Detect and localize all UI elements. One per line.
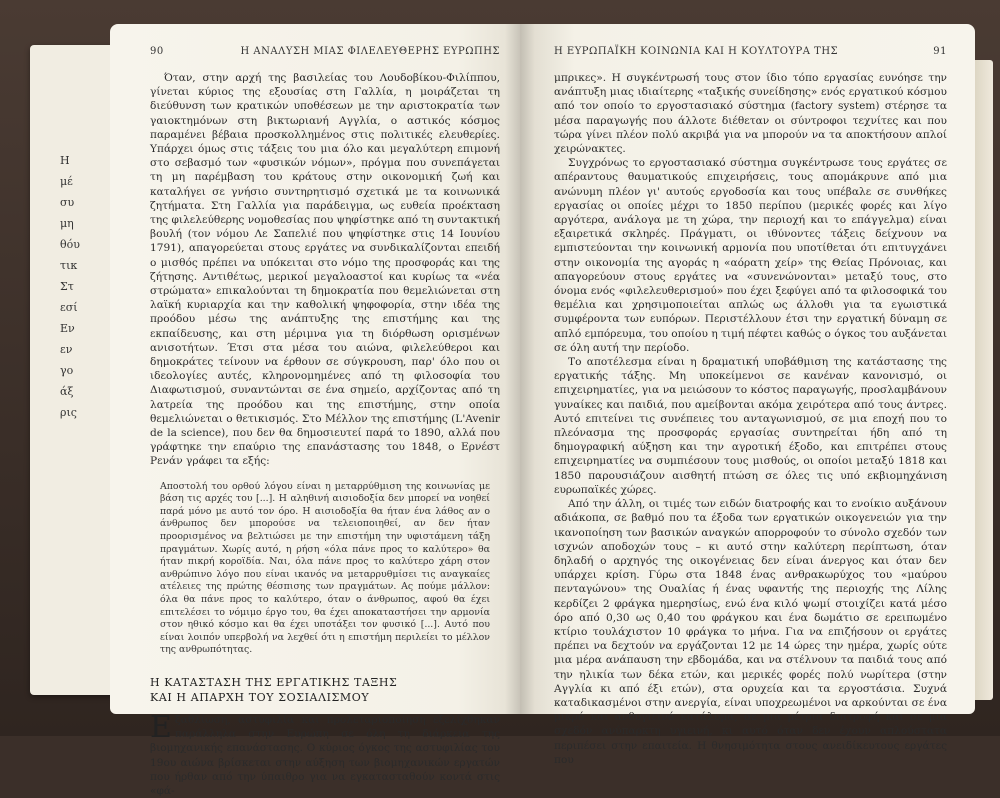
fragment: μη bbox=[60, 217, 74, 230]
paragraph: Από την άλλη, οι τιμές των ειδών διατροφής και το ενοίκιο αυξάνουν αδιάκοπα, σε βαθμό που τα έξοδα των εργατικών οικογενειών για την ικανοποίηση των βασικών αναγκών απορροφούν το σύνολο σχεδόν των ισχνών αποδοχών τους – κι αυτό στην καλύτερη περίπτωση, όταν δηλαδή ο αρχηγός της οικογένειας δεν είναι άνεργος και όταν δεν υπάρχει κρίση. Γύρω στα 1848 ένας ανθρακωρύχος του «μαύρου πενταγώνου» της Ουαλίας ή ένας υφαντής της περιοχής της Λίλης κερδίζει 2 φράγκα ημερησίως, ενώ ένα κιλό ψωμί στοιχίζει κατά μέσο όρο από 0,30 ως 0,40 του φράγκου και ένα δωμάτιο σε ερειπωμένο κτίριο τουλάχιστον 10 φράγκα το μήνα. Για να επιζήσουν οι εργάτες πρέπει να δεχτούν να εργάζονται 12 με 14 ώρες την ημέρα, χωρίς ούτε μια μέρα ανάπαυση την εβδομάδα, και να στέλνουν τα παιδιά τους από την ηλικία των δέκα ετών, και μερικές φορές πολύ νωρίτερα (στην Αγγλία κι από έξι ετών), στα ορυχεία και τα εργοστάσια. Συχνά καταδικασμένοι στην ανεργία, είναι υποχρεωμένοι να αρκούνται σε ένα μικρό και ανθυγιεινό κατάλυμα, σε μια μέτρια διατροφή και σε μια σχεδόν ανύπαρκτη υγιεινή, κι αυτό όταν δεν έχουν απλούστατα περιπέσει στην επαιτεία. Η θνησιμότητα στους ανειδίκευτους εργάτες που bbox=[554, 498, 947, 766]
fragment: συ bbox=[60, 196, 75, 209]
paragraph: ξαθλίωση, αστυφιλία και προλεταριοποίηση εξελίχθηκαν παράλληλα στην Ευρώπη σε όλη τη διάρκεια της βιομηχανικής επανάστασης. Ο κύριος όγκος της αστυφιλίας του 19ου αιώνα βρίσκεται στην αύξηση των βιομηχανικών εργατών που ήρθαν από την ύπαιθρο για να εγκατασταθούν κοντά στις «φά- bbox=[150, 714, 500, 798]
fragment: τικ bbox=[60, 259, 78, 272]
paragraph: Όταν, στην αρχή της βασιλείας του Λουδοβίκου-Φιλίππου, γίνεται κύριος της εξουσίας στη Γαλλία, η μοιράζεται τη διεύθυνση των κρατικών υποθέσεων με την αριστοκρατία των γαιοκτημόνων στη βικτωριανή Αγγλία, ο αστικός κόσμος παραμένει βέβαια προσκολλημένος στις πολιτικές ελευθερίες. Υπάρχει όμως στις τάξεις του μια όλο και μεγαλύτερη επιμονή στο σεβασμό των «φυσικών νόμων», πρόγμα που συνεπάγεται τη μη παρέμβαση του κράτους στην οικονομική ζωή και καταλήγει σε γνήσιο συντηρητισμό σχετικά με τα κοινωνικά ζητήματα. Στη Γαλλία για παράδειγμα, ως ευθεία προέκταση της φιλελεύθερης νομοθεσίας που ψηφίστηκε από τη συντακτική βουλή (τον νόμου Λε Σαπελιέ που ψηφίστηκε στις 14 Ιουνίου 1791), απαγορεύεται στους εργάτες να συνδικαλίζονται επειδή ο μισθός πρέπει να υπόκειται στο νόμο της προσφοράς και της ζήτησης. Αντιθέτως, μερικοί μεγαλοαστοί και κυρίως τα «νέα στρώματα» επικαλούνται τη δημοκρατία που θεμελιώνεται στη λαϊκή κυριαρχία και την καθολική ψηφοφορία, στην ιδέα της προόδου μέσω της ανάπτυξης της επιστήμης και της εκπαίδευσης, και στη μέριμνα για τη διόρθωση ορισμένων ανισοτήτων. Έτσι στα μέσα του αιώνα, φιλελεύθεροι και δημοκράτες τείνουν να έρθουν σε σύγκρουση, παρ' όλο που οι ιδεολογίες αυτές, κληρονομημένες από τη φιλοσοφία του Διαφωτισμού, συναντώνται σε ένα σημείο, αρχίζοντας από τη λατρεία της προόδου και της επιστήμης, στην οποία θεμελιώνεται ο θετικισμός. Στο Μέλλον της επιστήμης (L'Avenir de la science), που δεν θα δημοσιευτεί παρά το 1890, αλλά που γράφτηκε την επαύριο της επανάστασης του 1848, ο Ερνέστ Ρενάν γράφει τα εξής: bbox=[150, 72, 500, 468]
right-running-head bbox=[554, 46, 947, 57]
section-heading-line: Η ΚΑΤΑΣΤΑΣΗ ΤΗΣ ΕΡΓΑΤΙΚΗΣ ΤΑΞΗΣ bbox=[150, 676, 398, 689]
fragment: Εν bbox=[60, 322, 75, 335]
fragment: μέ bbox=[60, 175, 73, 188]
fragment: Στ bbox=[60, 280, 74, 293]
paragraph: μπρικες». Η συγκέντρωσή τους στον ίδιο τόπο εργασίας ευνόησε την ανάπτυξη μιας ιδιαίτερης «ταξικής συνείδησης» ενός εργατικού κόσμου από τον οποίο το εργοστασιακό σύστημα (factory system) στέρησε τα μέσα παραγωγής που άλλοτε διέθεταν οι σύντροφοι τεχνίτες και που τώρα γίνει πλέον πολύ ακριβά για να μπορούν να τα αποκτήσουν απλοί χειρώνακτες. bbox=[554, 72, 947, 156]
left-body bbox=[150, 71, 500, 469]
left-running-head bbox=[150, 46, 500, 57]
running-head-title: Η ΑΝΑΛΥΣΗ ΜΙΑΣ ΦΙΛΕΛΕΥΘΕΡΗΣ ΕΥΡΩΠΗΣ bbox=[240, 46, 500, 57]
fragment: εν bbox=[60, 343, 73, 356]
fragment: εσί bbox=[60, 301, 78, 314]
drop-cap: Ε bbox=[150, 710, 172, 745]
block-quote: Αποστολή του ορθού λόγου είναι η μεταρρύθμιση της κοινωνίας με βάση τις αρχές του [...]. Η αληθινή αισιοδοξία δεν μπορεί να νοηθεί παρά μόνο με αυτό τον όρο. Η αισιοδοξία θα ήταν ένα λάθος αν ο άνθρωπος δεν μπορούσε να τελειοποιηθεί, αν δεν ήταν προορισμένος να βελτιώσει με την επιστήμη την υφιστάμενη τάξη πραγμάτων. Χωρίς αυτό, η ρήση «όλα πάνε προς το καλύτερο» θα ήταν πικρή κοροϊδία. Ναι, όλα πάνε προς το καλύτερο χάρη στον ανθρώπινο λόγο που είναι ικανός να μεταρρυθμίσει τις αναγκαίες ατέλειες της πρώτης θέσπισης των πραγμάτων. Ας πούμε μάλλον: όλα θα πάνε προς το καλύτερο, όταν ο άνθρωπος, αφού θα έχει επιτελέσει το νόμιμο έργο του, θα έχει αποκαταστήσει την αρμονία στον ηθικό κόσμο και θα έχει υποτάξει τον φυσικό [...]. Αυτό που είναι λοιπόν υπερβολή να λεχθεί ότι η επιστήμη περιλείει το μέλλον της ανθρωπότητας. bbox=[160, 480, 490, 656]
paragraph: Συγχρόνως το εργοστασιακό σύστημα συγκέντρωσε τους εργάτες σε απέραντους θαυματικούς επιχειρήσεις, τους απομάκρυνε από μια ανώνυμη πλέον γι' αυτούς εργοδοσία και τους υπέβαλε σε συνθήκες εργασίας οι οποίες μέχρι το 1850 περίπου (μερικές φορές και λίγο αργότερα, ανάλογα με τη χώρα, την περιοχή και το επάγγελμα) είναι εξαιρετικά σκληρές. Πράγματι, οι ιθύνοντες τάξεις δείχνουν να εμπιστεύονται την κοινωνική αρμονία που υποτίθεται ότι επιτυγχάνει στην οικονομία της αγοράς η «αόρατη χείρ» της Θείας Πρόνοιας, και απαγορεύουν στους εργάτες να «συνενώνονται» μεταξύ τους, στο όνομα ενός «φιλελευθερισμού» που έχει ξεφύγει από τα φιλοσοφικά του θεμέλια και χρησιμοποιείται απλώς ως άλλοθι για τα εγωιστικά συμφέροντα των ευπόρων. Περιστέλλουν έτσι την εργατική δύναμη σε απλό εμπόρευμα, του οποίου η τιμή πέφτει καθώς ο όγκος του αυξάνεται σε όλη αυτή την περίοδο. bbox=[554, 157, 947, 354]
section-heading bbox=[150, 675, 500, 705]
fragment: θόυ bbox=[60, 238, 80, 251]
right-page bbox=[520, 24, 975, 766]
page-number: 90 bbox=[150, 46, 164, 57]
right-body bbox=[554, 71, 947, 767]
fragment: ρις bbox=[60, 406, 77, 419]
running-head-title: Η ΕΥΡΩΠΑΪΚΗ ΚΟΙΝΩΝΙΑ ΚΑΙ Η ΚΟΥΛΤΟΥΡΑ ΤΗΣ bbox=[554, 46, 839, 57]
left-page bbox=[110, 24, 520, 798]
page-stack-edge bbox=[975, 60, 993, 700]
paragraph: Το αποτέλεσμα είναι η δραματική υποβάθμιση της κατάστασης της εργατικής τάξης. Μη υποκείμενοι σε κανέναν κανονισμό, οι επιχειρηματίες, για να μειώσουν το κόστος παραγωγής, προσλαμβάνουν γυναίκες και παιδιά, που αμείβονται ακόμα χειρότερα από τους άντρες. Αυτό επιτείνει τις συνέπειες του ανταγωνισμού, σε μια εποχή που το πλεόνασμα της προσφοράς εργασίας συντηρείται ήδη από τη δημογραφική αύξηση και την αγροτική έξοδο, και επιτρέπει στους επιχειρηματίες να συμπιέσουν τους μισθούς, οι οποίοι μεταξύ 1818 και 1850 παρουσιάζουν αισθητή πτώση σε όλες τις υπό εκβιομηχάνιση ευρωπαϊκές χώρες. bbox=[554, 356, 947, 496]
fragment: γο bbox=[60, 364, 74, 377]
section-heading-line: ΚΑΙ Η ΑΠΑΡΧΗ ΤΟΥ ΣΟΣΙΑΛΙΣΜΟΥ bbox=[150, 691, 370, 704]
fragment: άξ bbox=[60, 385, 74, 398]
fragment: Η bbox=[60, 154, 70, 167]
underlying-page-text bbox=[60, 150, 110, 423]
page-number: 91 bbox=[933, 46, 947, 57]
section-body bbox=[150, 710, 500, 798]
